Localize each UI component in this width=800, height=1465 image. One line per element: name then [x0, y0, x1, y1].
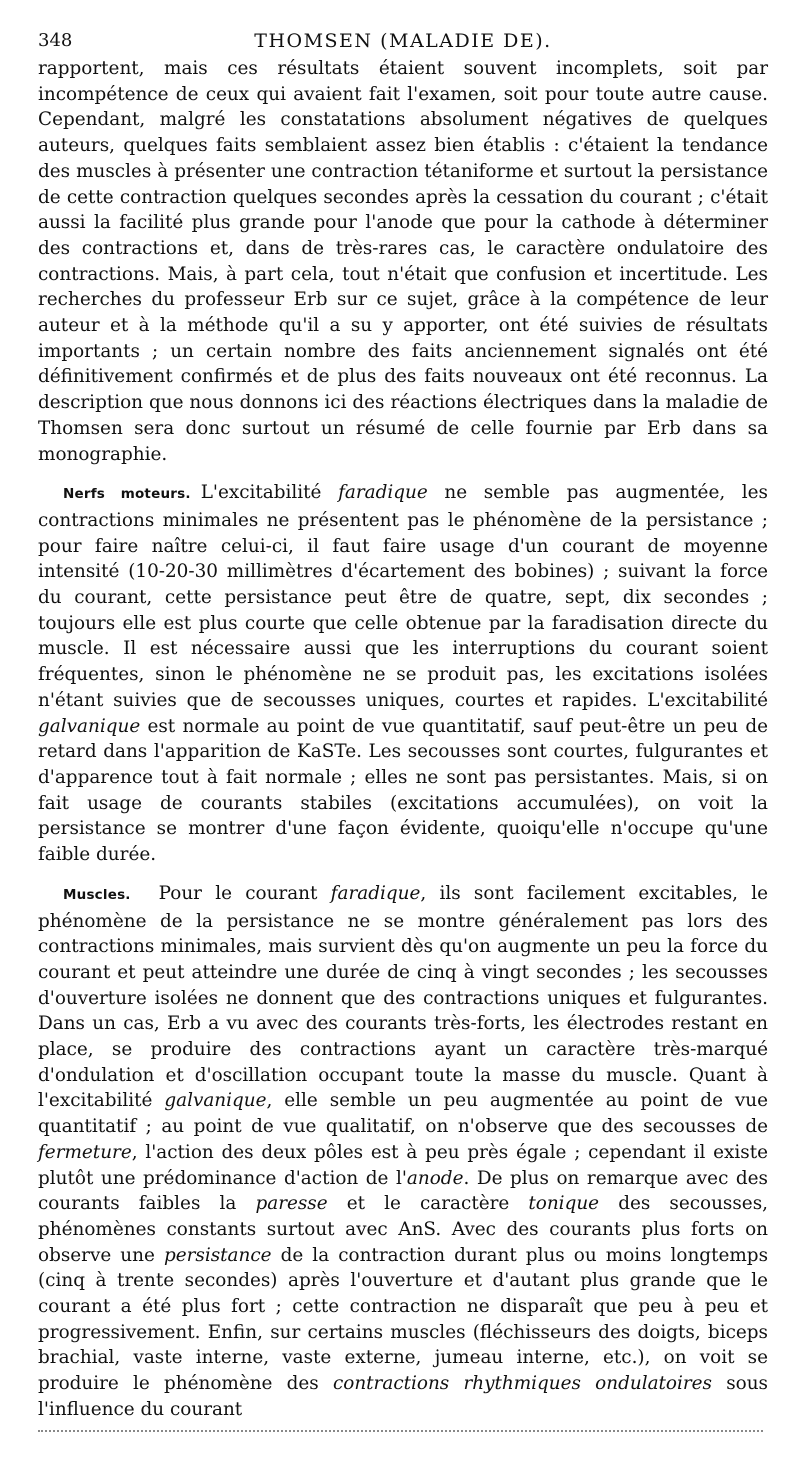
running-header [38, 28, 768, 56]
text-run: est normale au point de vue quantitatif, sauf peut-être un peu de retard dans l'apparition de KaSTe. Les secousses sont courtes, fulgurantes et d'apparence tout à fait normale ; elles ne sont pas persistantes. Mais, si on fait usage de courants stabiles (excitations accumulées), on voit la persistance se montrer d'une façon évidente, quoiqu'elle n'occupe qu'une faible durée. [38, 715, 768, 866]
section-lead-muscles: Muscles. [63, 886, 131, 903]
paragraph-intro [38, 56, 768, 467]
text-run: et le caractère [327, 1193, 529, 1215]
text-run: , elle semble un peu augmentée au point de vue quantitatif ; au point de vue qualitatif, on n'observe que des secousses de [38, 1090, 768, 1138]
italic-term: persistance [163, 1244, 272, 1266]
bottom-dotted-rule [38, 1430, 763, 1434]
book-page [38, 28, 768, 1423]
text-run: ne semble pas augmentée, les contractions minimales ne présentent pas le phénomène de la persistance ; pour faire naître celui-ci, il faut faire usage d'un courant de moyenne intensité (10-20-30 millimètres d'écartement des bobines) ; suivant la force du courant, cette persistance peut être de quatre, sept, dix secondes ; toujours elle est plus courte que celle obtenue par la faradisation directe du muscle. Il est nécessaire aussi que les interruptions du courant soient fréquentes, sinon le phénomène ne se produit pas, les excitations isolées n'étant suivies que de secousses uniques, courtes et rapides. L'excitabilité [38, 482, 768, 711]
italic-term: galvanique [38, 715, 141, 737]
paragraph-nerfs-moteurs [38, 480, 768, 868]
text-run: , ils sont facilement excitables, le phénomène de la persistance ne se montre généralement pas lors des contractions minimales, mais survient dès qu'on augmente un peu la force du courant et peut atteindre une durée de cinq à vingt secondes ; les secousses d'ouverture isolées ne donnent que des contractions uniques et fulgurantes. Dans un cas, Erb a vu avec des courants très-forts, les électrodes restant en place, se produire des contractions ayant un caractère très-marqué d'ondulation et d'oscillation occupant toute la masse du muscle. Quant à l'excitabilité [38, 882, 768, 1112]
italic-term: fermeture [38, 1141, 132, 1163]
running-title: THOMSEN (MALADIE DE). [254, 30, 552, 52]
text-run: de la contraction durant plus ou moins longtemps (cinq à trente secondes) après l'ouverture et d'autant plus grande que le courant a été plus fort ; cette contraction ne disparaît que peu à peu et progressivement. Enfin, sur certains muscles (fléchisseurs des doigts, biceps brachial, vaste interne, vaste externe, jumeau interne, etc.), on voit se produire le phénomène des [38, 1244, 769, 1395]
italic-term: faradique [330, 882, 421, 904]
text-run: , l'action des deux pôles est à peu près égale ; cependant il existe plutôt une prédominance d'action de l' [38, 1141, 768, 1189]
text-run: L'excitabilité [200, 482, 339, 504]
italic-term: anode [406, 1167, 464, 1189]
text-run: sous l'influence du courant [38, 1373, 768, 1420]
paragraph-intro-text: rapportent, mais ces résultats étaient souvent incomplets, soit par incompétence de ceux qui avaient fait l'examen, soit pour toute autre cause. Cependant, malgré les constatations absolument négatives de quelques auteurs, quelques faits semblaient assez bien établis : c'étaient la tendance des muscles à présenter une contraction tétaniforme et surtout la persistance de cette contraction quelques secondes après la cessation du courant ; c'était aussi la facilité plus grande pour l'anode que pour la cathode à déterminer des contractions et, dans de très-rares cas, le caractère ondulatoire des contractions. Mais, à part cela, tout n'était que confusion et incertitude. Les recherches du professeur Erb sur ce sujet, grâce à la compétence de leur auteur et à la méthode qu'il a su y apporter, ont été suivies de résultats importants ; un certain nombre des faits anciennement signalés ont été définitivement confirmés et de plus des faits nouveaux ont été reconnus. La description que nous donnons ici des réactions électriques dans la maladie de Thomsen sera donc surtout un résumé de celle fournie par Erb dans sa monographie. [38, 58, 768, 465]
section-lead-nerfs-moteurs: Nerfs moteurs. [63, 486, 191, 503]
italic-term: paresse [255, 1193, 328, 1215]
text-run: . De plus on remarque avec des courants faibles la [38, 1167, 768, 1215]
paragraph-muscles [38, 881, 768, 1423]
page-number: 348 [38, 30, 73, 51]
text-run: des secousses, phénomènes constants surtout avec AnS. Avec des courants plus forts on observe une [38, 1193, 768, 1266]
italic-term: contractions rhythmiques ondulatoires [332, 1373, 712, 1395]
text-run: Pour le courant [158, 882, 331, 904]
italic-term: tonique [528, 1193, 600, 1215]
italic-term: faradique [338, 482, 428, 504]
italic-term: galvanique [164, 1090, 267, 1112]
